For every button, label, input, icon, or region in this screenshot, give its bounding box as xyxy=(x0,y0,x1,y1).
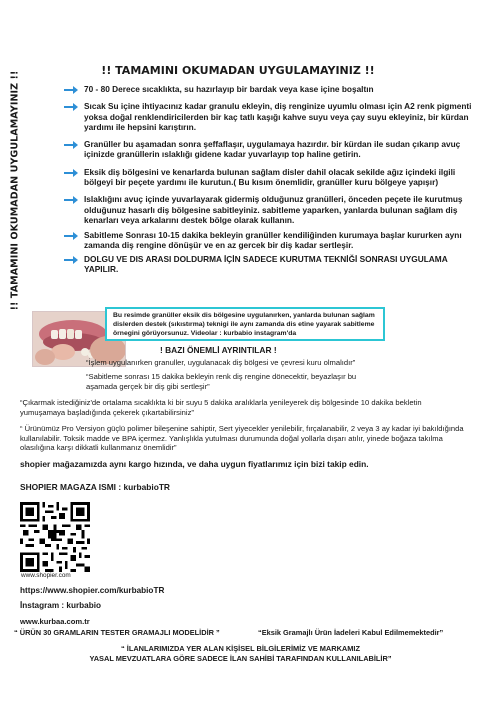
step-item: Islaklığını avuç içinde yuvarlayarak gidermiş olduğunuz granülleri, önceden peçete ile kurutmuş olduğunuz hasarlı diş bölgesine sabitleyiniz. sabitleme yaparken, yanlarda bulunan sağlam diş kenarları veya arkalarını destek bölge olarak kullanın. xyxy=(62,194,472,225)
arrow-right-icon xyxy=(64,196,78,204)
page-title: !! TAMAMINI OKUMADAN UYGULAMAYINIZ !! xyxy=(101,64,375,77)
step-item: 70 - 80 Derece sıcaklıkta, su hazırlayıp bir bardak veya kase içine boşaltın xyxy=(62,84,472,94)
shopier-link[interactable]: https://www.shopier.com/kurbabioTR xyxy=(20,586,165,595)
note-item: “İşlem uygulanırken granuller, uygulanacak diş bölgesi ve çevresi kuru olmalıdır” xyxy=(86,358,356,367)
photo-caption: Bu resimde granüller eksik dis bölgesine uygulanırken, yanlarda bulunan sağlam dislerden destek (sıkıstırma) teknigi ile aynı zamanda dis etine yayarak sabitleme örnegini görüyorsunuz. Videolar : kurbabio instagram'da xyxy=(105,307,385,341)
arrow-right-icon xyxy=(64,256,78,264)
note-item: “Çıkarmak istediğiniz'de ortalama sıcaklıkta ki bir suyu 5 dakika aralıklarla yenileyerek diş bölgesinde 10 dakika bekletin yumuşamaya başladığında çekerek çıkartabilirsiniz” xyxy=(20,398,422,417)
arrow-right-icon xyxy=(64,141,78,149)
website-link[interactable]: www.kurbaa.com.tr xyxy=(20,617,90,626)
step-item: Eksik diş bölgesini ve kenarlarda bulunan sağlam disler dahil olacak sekilde ağız içindeki ilgili bölgeyi bir peçete yardımı ile kurutun.( Bu kısım önemlidir, granüller kuru bölgeye yapışır) xyxy=(62,167,472,188)
qr-code-icon xyxy=(20,502,90,572)
step-item: Granüller bu aşamadan sonra şeffaflaşır, uygulamaya hazırdır. bir kürdan ile sudan çıkarıp avuç içinizde granüllerin ıslaklığı gidene kadar yuvarlayıp top haline getirin. xyxy=(62,139,472,160)
step-item: Sabitleme Sonrası 10-15 dakika bekleyin granüller kendiliğinden kurumaya başlar kururken aynı zamanda diş rengine dönüşür ve en az gercek bir diş kadar sertleşir. xyxy=(62,230,472,251)
follow-text: shopier mağazamızda aynı kargo hızında, ve daha uygun fiyatlarımız için bizi takip edin. xyxy=(20,459,369,469)
tester-notice xyxy=(14,628,444,637)
tester-notice-right: “Eksik Gramajlı Ürün İadeleri Kabul Edilmemektedir” xyxy=(258,628,444,637)
note-item: “ Ürünümüz Pro Versiyon güçlü polimer bileşenine sahiptir, Sert yiyecekler yenilebilir, fırçalanabilir, 2 veya 3 ay kadar iyi bakıldığında kullanılabilir. Toksik madde ve BPA içermez. Yanlışlıkla yutulması durumunda doğal yollarla dışarı atılır, yinede boğaza takılma olasılığına karşı dikkatli kullanmanız önemlidir” xyxy=(20,424,464,453)
side-title-text: !! TAMAMINI OKUMADAN UYGULAMAYINIZ !! xyxy=(9,70,21,310)
side-title xyxy=(4,70,26,310)
important-title: ! BAZI ÖNEMLİ AYRINTILAR ! xyxy=(160,345,277,355)
arrow-right-icon xyxy=(64,169,78,177)
qr-code[interactable] xyxy=(20,502,90,572)
instruction-steps xyxy=(62,84,472,274)
instagram-handle: İnstagram : kurbabio xyxy=(20,601,101,610)
store-name: SHOPIER MAGAZA ISMI : kurbabioTR xyxy=(20,482,170,492)
legal-notice xyxy=(0,644,481,663)
note-item: “Sabitleme sonrası 15 dakika bekleyin renk diş rengine dönecektir, beyazlaşır bu aşamada gerçek bir diş gibi sertleşir” xyxy=(86,372,357,391)
qr-caption: www.shopier.com xyxy=(21,572,71,579)
arrow-right-icon xyxy=(64,232,78,240)
step-item: Sıcak Su içine ihtiyacınız kadar granulu ekleyin, diş renginize uyumlu olması için A2 renk pigmenti yoksa doğal renklendiricilerden bir kaç tatlı kaşığı kahve suyu veya çay suyu ekleyiniz, bir kürdan yardımı ile hepsini karıştırın. xyxy=(62,101,472,132)
step-item: DOLGU VE DIS ARASI DOLDURMA İÇİN SADECE KURUTMA TEKNİĞİ SONRASI UYGULAMA YAPILIR. xyxy=(62,254,472,275)
arrow-right-icon xyxy=(64,103,78,111)
arrow-right-icon xyxy=(64,86,78,94)
tester-notice-left: “ ÜRÜN 30 GRAMLARIN TESTER GRAMAJLI MODELİDİR ” xyxy=(14,628,220,637)
legal-line-2: YASAL MEVZUATLARA GÖRE SADECE İLAN SAHİBİ TARAFINDAN KULLANILABİLİR” xyxy=(89,653,392,663)
legal-line-1: “ İLANLARIMIZDA YER ALAN KİŞİSEL BİLGİLERİMİZ VE MARKAMIZ xyxy=(121,644,360,653)
